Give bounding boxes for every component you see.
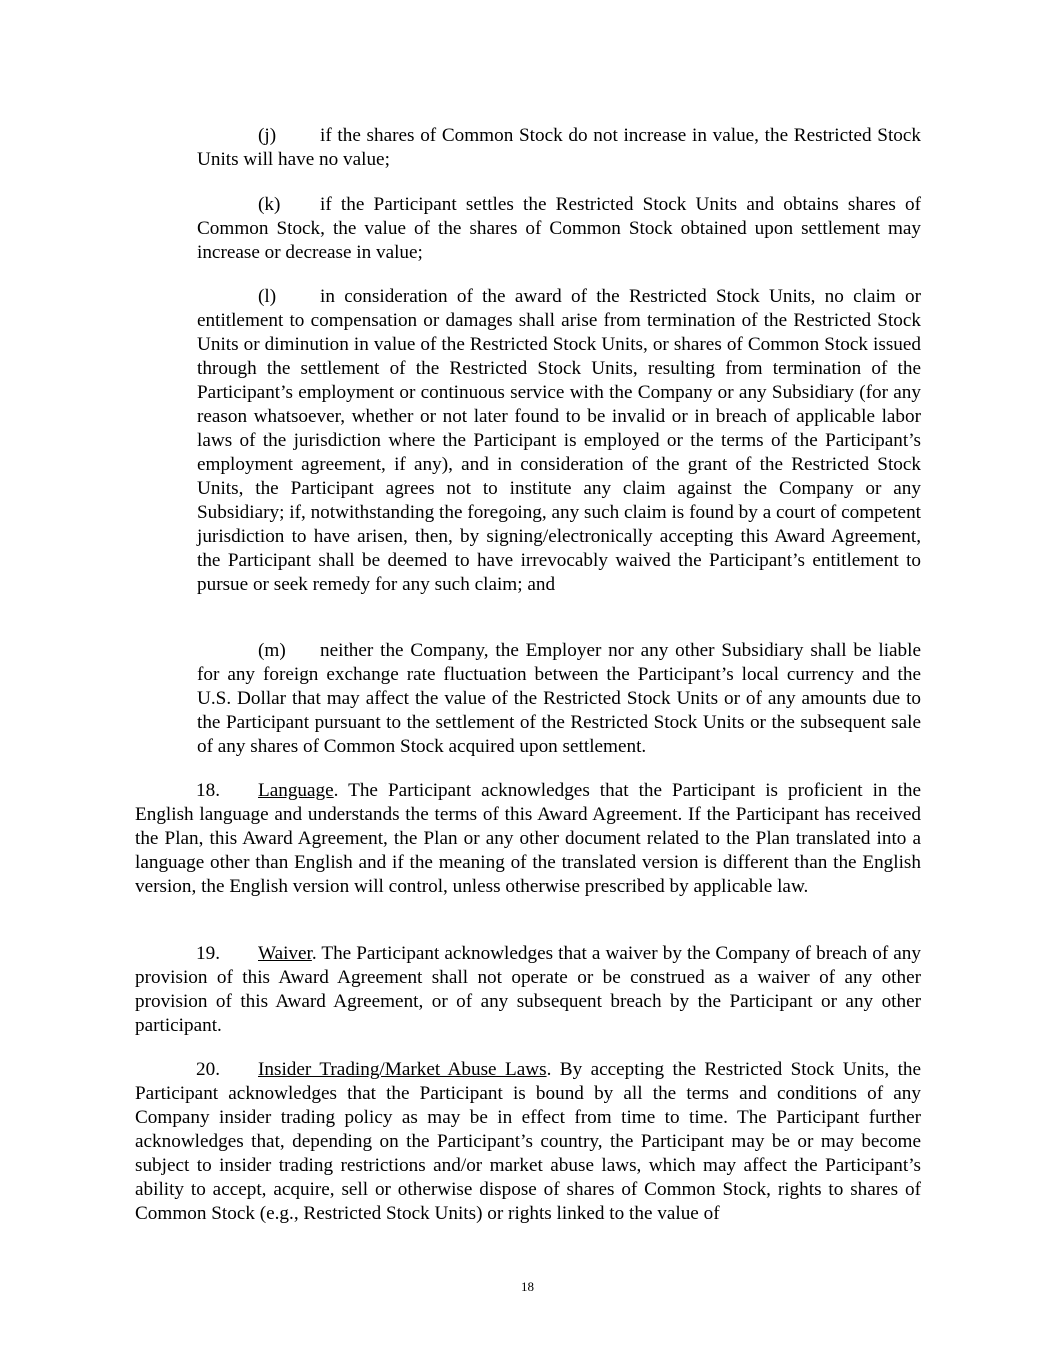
section-number: 19.	[196, 943, 220, 964]
section-18-language	[135, 779, 921, 899]
section-number: 18.	[196, 780, 220, 801]
section-text: . By accepting the Restricted Stock Units, the Participant acknowledges that the Participant is bound by all the terms and conditions of any Company insider trading policy as may be in effect from time to time. The Participant further acknowledges that, depending on the Participant’s country, the Participant may be or may become subject to insider trading restrictions and/or market abuse laws, which may affect the Participant’s ability to accept, acquire, sell or otherwise dispose of shares of Common Stock, rights to shares of Common Stock (e.g., Restricted Stock Units) or rights linked to the value of	[135, 1059, 922, 1224]
subparagraph-l	[197, 285, 921, 597]
section-text: . The Participant acknowledges that a waiver by the Company of breach of any provision of this Award Agreement shall not operate or be construed as a waiver of any other provision of this Award Agreement, or of any subsequent breach by the Participant or any other participant.	[135, 943, 921, 1036]
section-number: 20.	[196, 1059, 220, 1080]
section-heading: Insider Trading/Market Abuse Laws	[258, 1059, 547, 1080]
subparagraph-text: if the shares of Common Stock do not increase in value, the Restricted Stock Units will have no value;	[197, 125, 921, 170]
subparagraph-label: (k)	[258, 194, 281, 215]
subparagraph-m	[197, 639, 921, 759]
subparagraph-text: neither the Company, the Employer nor any other Subsidiary shall be liable for any foreign exchange rate fluctuation between the Participant’s local currency and the U.S. Dollar that may affect the value of the Restricted Stock Units or of any amounts due to the Participant pursuant to the settlement of the Restricted Stock Units or the subsequent sale of any shares of Common Stock acquired upon settlement.	[197, 640, 921, 757]
section-text: . The Participant acknowledges that the Participant is proficient in the English language and understands the terms of this Award Agreement. If the Participant has received the Plan, this Award Agreement, the Plan or any other document related to the Plan translated into a language other than English and if the meaning of the translated version is different than the English version, the English version will control, unless otherwise prescribed by applicable law.	[135, 780, 921, 897]
page-number: 18	[521, 1279, 534, 1294]
subparagraph-label: (l)	[258, 286, 277, 307]
subparagraph-label: (m)	[258, 640, 286, 661]
subparagraph-label: (j)	[258, 125, 277, 146]
section-19-waiver	[135, 942, 921, 1038]
section-heading: Language	[258, 780, 334, 801]
subparagraph-k	[197, 193, 921, 265]
subparagraph-text: in consideration of the award of the Restricted Stock Units, no claim or entitlement to compensation or damages shall arise from termination of the Restricted Stock Units or diminution in value of the Restricted Stock Units, or shares of Common Stock issued through the settlement of the Restricted Stock Units, resulting from termination of the Participant’s employment or continuous service with the Company or any Subsidiary (for any reason whatsoever, whether or not later found to be invalid or in breach of applicable labor laws of the jurisdiction where the Participant is employed or the terms of the Participant’s employment agreement, if any), and in consideration of the grant of the Restricted Stock Units, the Participant agrees not to institute any claim against the Company or any Subsidiary; if, notwithstanding the foregoing, any such claim is found by a court of competent jurisdiction to have arisen, then, by signing/electronically accepting this Award Agreement, the Participant shall be deemed to have irrevocably waived the Participant’s entitlement to pursue or seek remedy for any such claim; and	[197, 286, 921, 595]
section-20-insider-trading	[135, 1058, 921, 1226]
subparagraph-text: if the Participant settles the Restricted Stock Units and obtains shares of Common Stock, the value of the shares of Common Stock obtained upon settlement may increase or decrease in value;	[197, 194, 921, 263]
subparagraph-j	[197, 124, 921, 172]
section-heading: Waiver	[258, 943, 312, 964]
